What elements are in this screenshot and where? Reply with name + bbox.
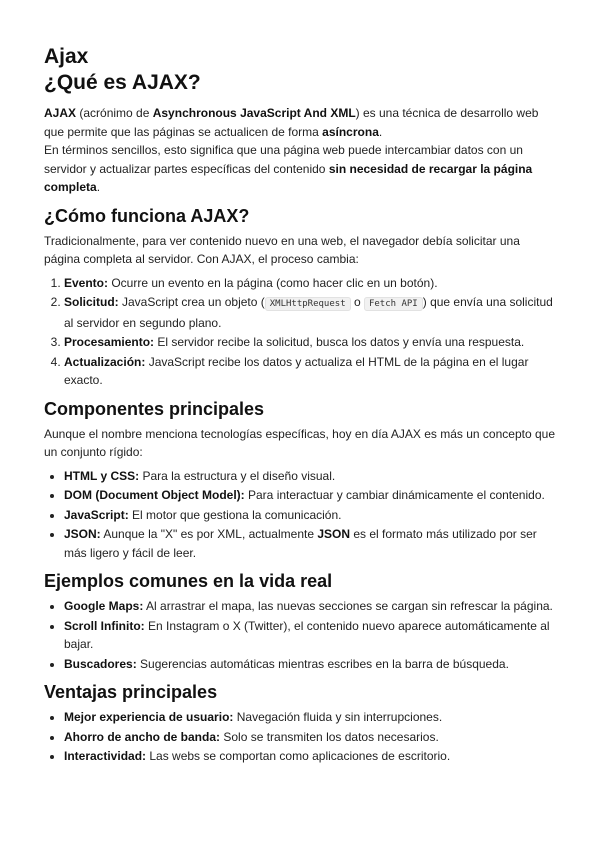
text: En términos sencillos, esto significa que una página web puede intercambiar datos con un servidor y actualizar partes específicas del contenido xyxy=(44,143,523,176)
bold-text: Asynchronous JavaScript And XML xyxy=(152,106,356,120)
item-label: Mejor experiencia de usuario: xyxy=(64,710,234,724)
text: ) es una técnica de desarrollo web que permite que las páginas se actualicen de forma xyxy=(44,106,539,139)
item-text: Aunque la "X" es por XML, actualmente xyxy=(100,527,318,541)
item-text: o xyxy=(350,295,364,309)
list-item xyxy=(64,353,556,390)
examples-list xyxy=(44,597,556,673)
item-text: El motor que gestiona la comunicación. xyxy=(128,507,342,522)
list-item xyxy=(64,708,556,727)
components-intro-paragraph: Aunque el nombre menciona tecnologías específicas, hoy en día AJAX es más un concepto que un conjunto rígido: xyxy=(44,426,555,459)
list-item xyxy=(64,525,556,562)
item-label: Google Maps: xyxy=(64,599,144,613)
item-label: DOM (Document Object Model): xyxy=(64,488,245,502)
item-label: Buscadores: xyxy=(64,656,137,671)
list-item xyxy=(64,747,556,766)
list-item xyxy=(64,617,556,654)
section-heading-examples: Ejemplos comunes en la vida real xyxy=(44,571,333,591)
bold-text: asíncrona xyxy=(322,124,379,139)
advantages-list xyxy=(44,708,556,766)
item-text: El servidor recibe la solicitud, busca los datos y envía una respuesta. xyxy=(154,335,525,349)
item-text: En Instagram o X (Twitter), el contenido nuevo aparece automáticamente al bajar. xyxy=(64,618,550,651)
list-item xyxy=(64,486,556,505)
section-heading-components: Componentes principales xyxy=(44,398,265,419)
intro-paragraph-1 xyxy=(44,104,556,141)
item-text: Sugerencias automáticas mientras escribes en la barra de búsqueda. xyxy=(136,656,509,671)
text: . xyxy=(378,124,383,139)
components-list xyxy=(44,467,556,563)
item-text: Solo se transmiten los datos necesarios. xyxy=(220,729,439,744)
text: . xyxy=(96,180,101,194)
intro-paragraph-2 xyxy=(44,141,556,197)
item-text: Las webs se comportan como aplicaciones de escritorio. xyxy=(146,749,451,763)
text: (acrónimo de xyxy=(76,106,153,120)
item-text: JavaScript recibe los datos y actualiza el HTML de la página en el lugar exacto. xyxy=(64,354,529,387)
item-label: Actualización: xyxy=(64,354,146,369)
process-steps-list xyxy=(44,274,556,390)
item-label: Procesamiento: xyxy=(64,335,155,349)
item-label: JavaScript: xyxy=(64,507,129,522)
bold-text: JSON xyxy=(317,527,351,541)
list-item xyxy=(64,274,556,293)
item-text: es el formato más utilizado por ser más ligero y fácil de leer. xyxy=(64,527,537,560)
list-item xyxy=(64,597,556,616)
list-item xyxy=(64,506,556,525)
item-label: Evento: xyxy=(64,275,109,290)
item-label: HTML y CSS: xyxy=(64,468,140,483)
section-heading-advantages: Ventajas principales xyxy=(44,682,218,702)
item-label: Solicitud: xyxy=(64,295,119,309)
item-label: Interactividad: xyxy=(64,749,147,763)
item-label: JSON: xyxy=(64,527,101,541)
item-text: Ocurre un evento en la página (como hacer clic en un botón). xyxy=(108,275,438,290)
bold-text: sin necesidad de recargar la página completa xyxy=(44,161,533,194)
item-text: Navegación fluida y sin interrupciones. xyxy=(233,710,443,724)
item-label: Scroll Infinito: xyxy=(64,618,145,633)
item-text: ) que envía una solicitud al servidor en segundo plano. xyxy=(64,295,553,330)
document-title: Ajax xyxy=(44,45,89,68)
inline-code: Fetch API xyxy=(364,297,423,311)
item-text: JavaScript crea un objeto ( xyxy=(118,295,265,309)
how-intro-paragraph: Tradicionalmente, para ver contenido nuevo en una web, el navegador debía solicitar una página completa al servidor. Con AJAX, el proceso cambia: xyxy=(44,233,520,266)
list-item xyxy=(64,655,556,674)
bold-text: AJAX xyxy=(44,106,77,120)
list-item xyxy=(64,293,556,332)
inline-code: XMLHttpRequest xyxy=(265,297,351,311)
section-heading-what-is-ajax: ¿Qué es AJAX? xyxy=(44,71,201,94)
list-item xyxy=(64,728,556,747)
item-text: Para interactuar y cambiar dinámicamente el contenido. xyxy=(244,488,545,502)
item-label: Ahorro de ancho de banda: xyxy=(64,729,221,744)
item-text: Al arrastrar el mapa, las nuevas secciones se cargan sin refrescar la página. xyxy=(143,599,553,613)
list-item xyxy=(64,467,556,486)
section-heading-how-it-works: ¿Cómo funciona AJAX? xyxy=(44,205,250,226)
list-item xyxy=(64,333,556,352)
item-text: Para la estructura y el diseño visual. xyxy=(139,468,336,483)
